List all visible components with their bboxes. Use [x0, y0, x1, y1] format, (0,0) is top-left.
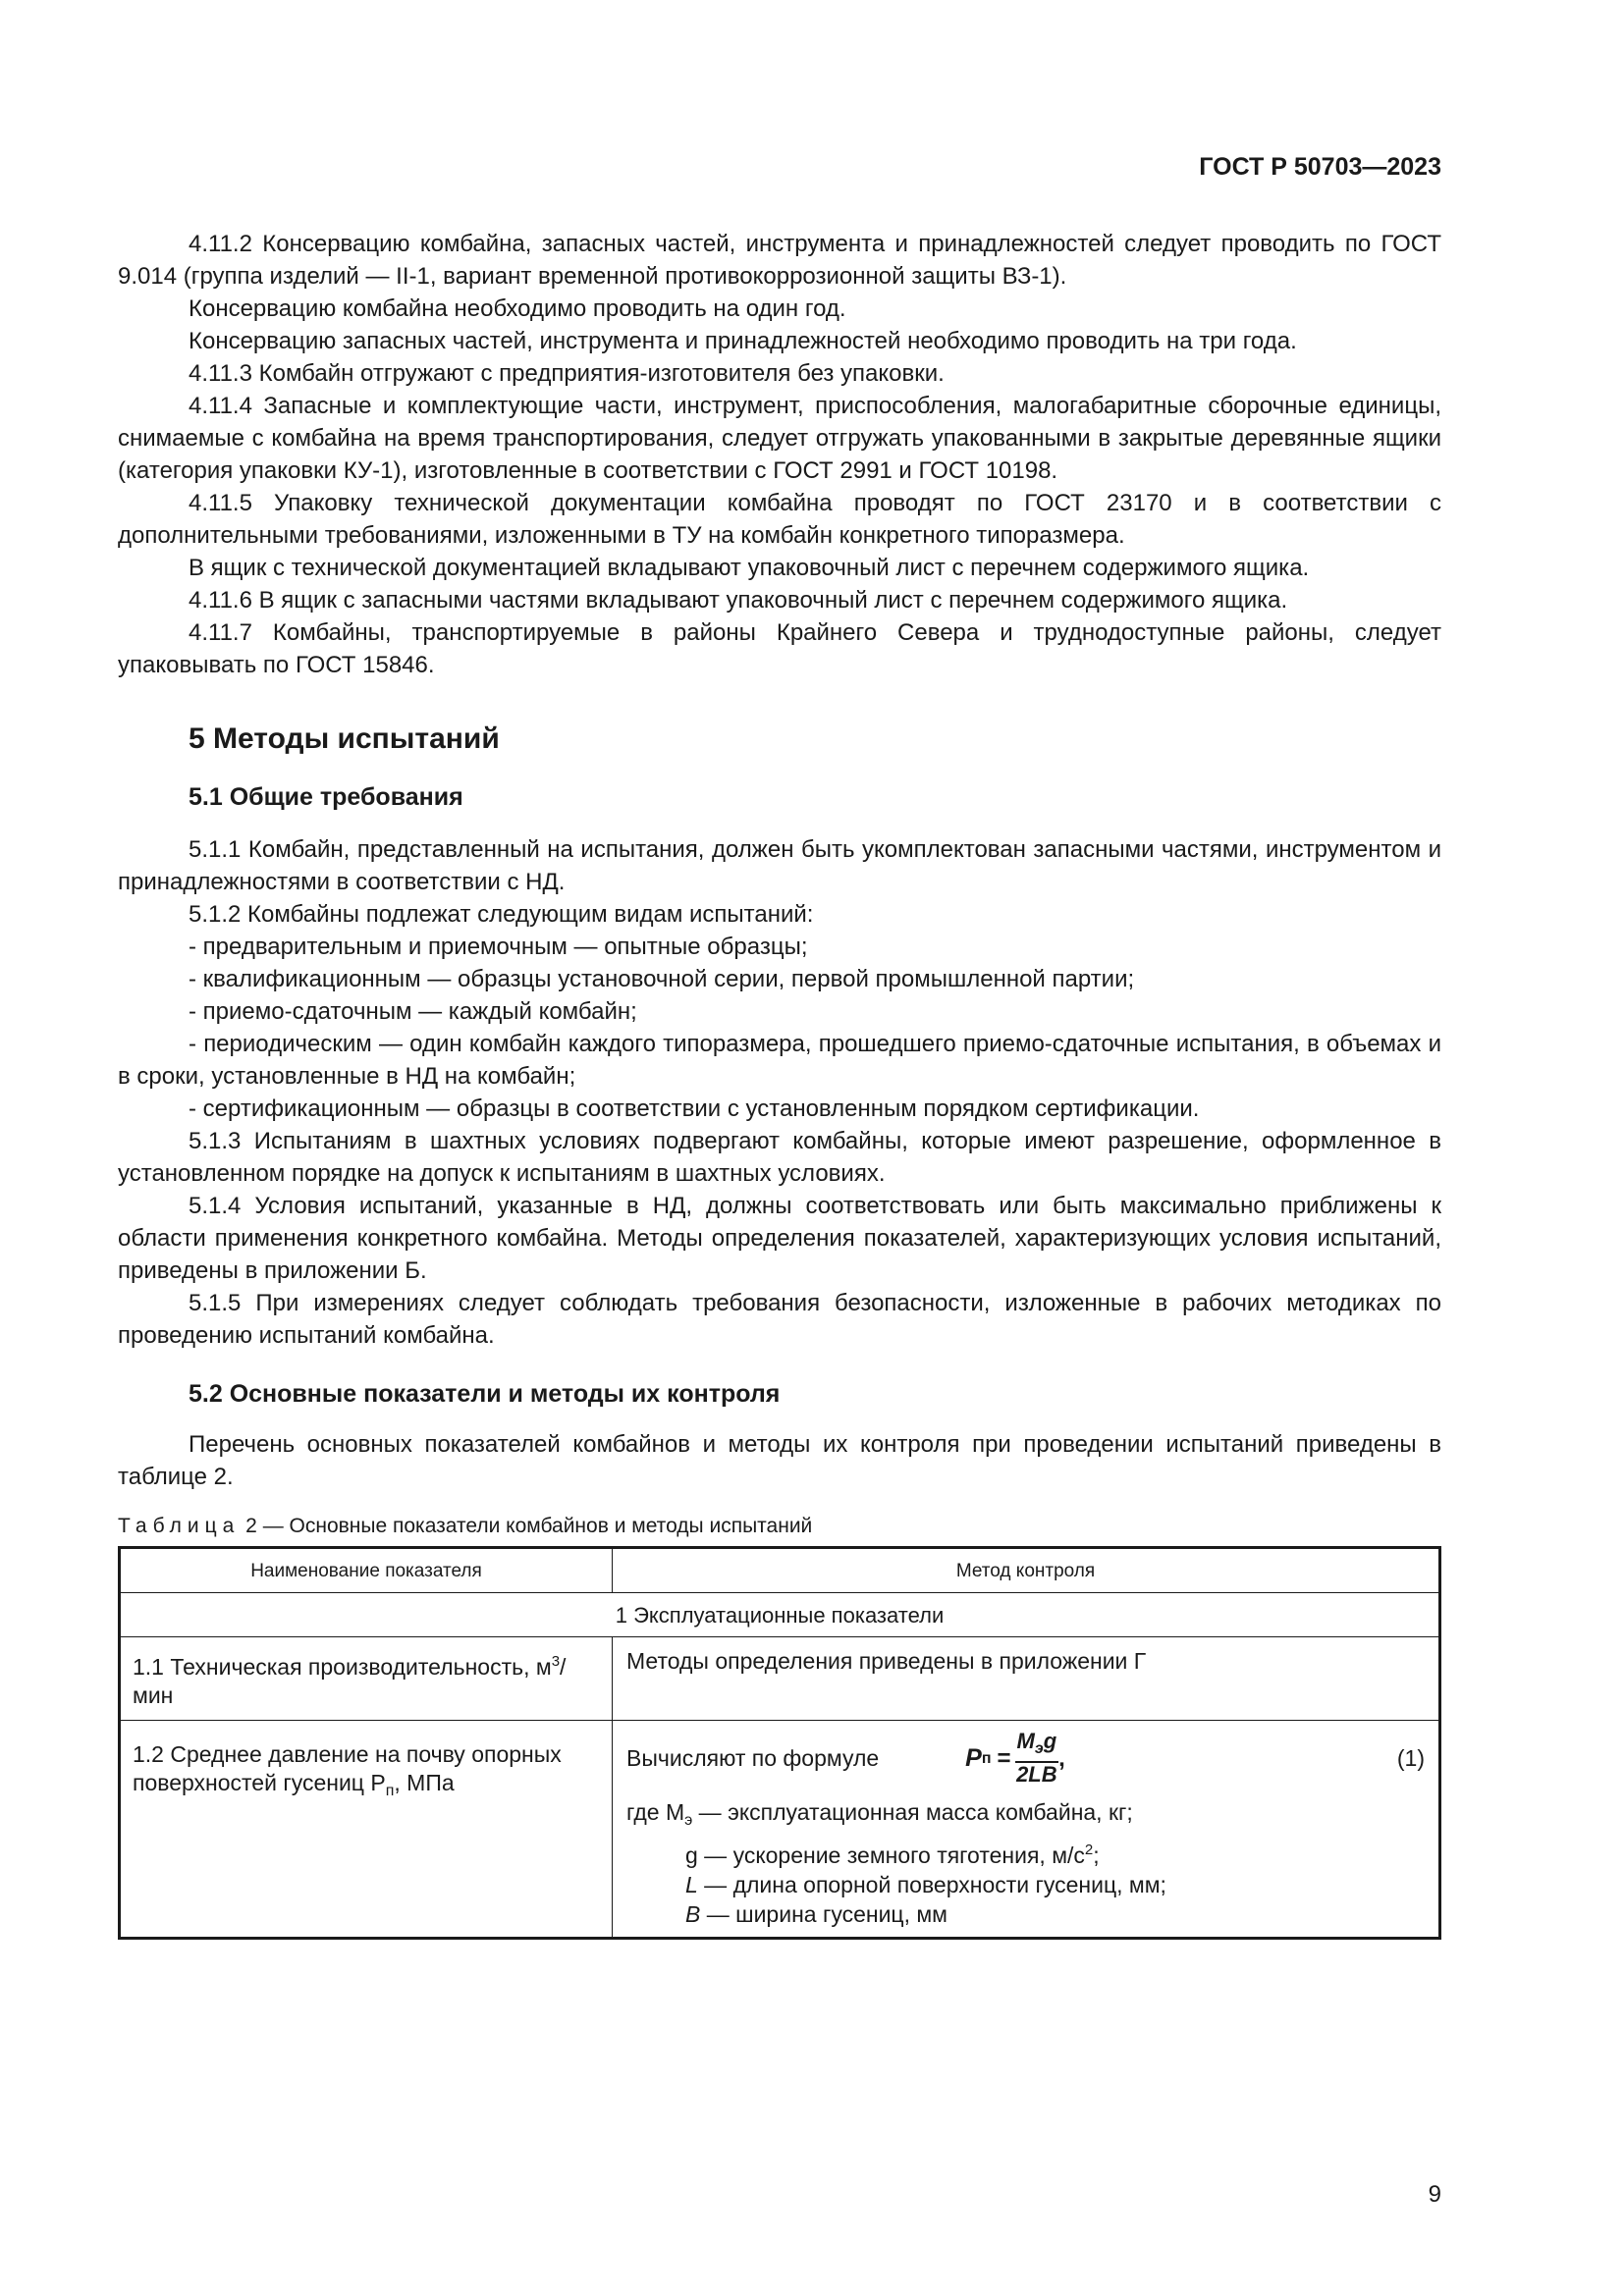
paragraph: 4.11.2 Консервацию комбайна, запасных частей, инструмента и принадлежностей следует проводить по ГОСТ 9.014 (группа изделий — II-1, вариант временной противокоррозионной защиты ВЗ-1).	[118, 231, 1441, 290]
paragraph: 5.1.2 Комбайны подлежат следующим видам испытаний:	[189, 901, 814, 928]
table-row	[120, 1637, 1440, 1721]
equals-sign: =	[997, 1744, 1011, 1772]
section-heading: 5 Методы испытаний	[189, 722, 500, 755]
column-header: Метод контроля	[613, 1548, 1440, 1593]
paragraph: Перечень основных показателей комбайнов и методы их контроля при проведении испытаний приведены в таблице 2.	[118, 1431, 1441, 1490]
subsection-heading: 5.2 Основные показатели и методы их контроля	[189, 1380, 781, 1408]
list-item: - приемо-сдаточным — каждый комбайн;	[189, 998, 637, 1025]
table-header-row	[120, 1548, 1440, 1593]
paragraph: 5.1.3 Испытаниям в шахтных условиях подвергают комбайны, которые имеют разрешение, оформленное в установленном порядке на допуск к испытаниям в шахтных условиях.	[118, 1128, 1441, 1187]
table-caption-text: 2 — Основные показатели комбайнов и методы испытаний	[240, 1515, 813, 1537]
column-header: Наименование показателя	[120, 1548, 613, 1593]
formula-number: (1)	[1396, 1744, 1425, 1771]
paragraph: 5.1.1 Комбайн, представленный на испытания, должен быть укомплектован запасными частями, инструментом и принадлежностями в соответствии с НД.	[118, 836, 1441, 895]
paragraph: 4.11.6 В ящик с запасными частями вкладывают упаковочный лист с перечнем содержимого ящика.	[189, 587, 1288, 614]
document-code: ГОСТ Р 50703—2023	[1199, 153, 1441, 181]
table-caption	[118, 1513, 1441, 1540]
control-method: Методы определения приведены в приложении Г	[613, 1637, 1440, 1721]
formula: P п = $\frac{M_эg}{2LB}$ ,	[965, 1729, 1065, 1787]
table-section-title: 1 Эксплуатационные показатели	[120, 1593, 1440, 1637]
paragraph: 4.11.3 Комбайн отгружают с предприятия-изготовителя без упаковки.	[189, 360, 945, 387]
paragraph: 5.1.4 Условия испытаний, указанные в НД, должны соответствовать или быть максимально приближены к области применения конкретного комбайна. Методы определения показателей, характеризующих условия испытаний, приведены в приложении Б.	[118, 1193, 1441, 1284]
paragraph: 4.11.5 Упаковку технической документации комбайна проводят по ГОСТ 23170 и в соответствии с дополнительными требованиями, изложенными в ТУ на комбайн конкретного типоразмера.	[118, 490, 1441, 549]
list-item: - периодическим — один комбайн каждого типоразмера, прошедшего приемо-сдаточные испытания, в объемах и в сроки, установленные в НД на комбайн;	[118, 1031, 1441, 1090]
paragraph: 4.11.4 Запасные и комплектующие части, инструмент, приспособления, малогабаритные сборочные единицы, снимаемые с комбайна на время транспортирования, следует отгружать упакованными в закрытые деревянные ящики (категория упаковки КУ-1), изготовленные в соответствии с ГОСТ 2991 и ГОСТ 10198.	[118, 393, 1441, 484]
formula-line	[626, 1729, 1425, 1788]
indicator-name: 1.2 Среднее давление на почву опорных поверхностей гусениц $P_п$, МПа	[120, 1721, 613, 1939]
formula-intro: Вычисляют по формуле	[626, 1744, 880, 1771]
indicator-name: 1.1 Техническая производительность, $м^3$/мин	[120, 1637, 613, 1721]
paragraph: Консервацию комбайна необходимо проводить на один год.	[189, 295, 846, 322]
page-number: 9	[1428, 2181, 1441, 2208]
table-section-row	[120, 1593, 1440, 1637]
list-item: - сертификационным — образцы в соответствии с установленным порядком сертификации.	[189, 1095, 1200, 1122]
formula-legend: где $M_э$ — эксплуатационная масса комбайна, кг; g — ускорение земного тяготения, $м/с^2$; L — длина опорной поверхности гусениц, мм; B — ширина гусениц, мм	[626, 1799, 1166, 1927]
formula-fraction: $\frac{M_эg}{2LB}$	[1016, 1729, 1057, 1787]
paragraph: 5.1.5 При измерениях следует соблюдать требования безопасности, изложенные в рабочих методиках по проведению испытаний комбайна.	[118, 1290, 1441, 1349]
list-item: - предварительным и приемочным — опытные образцы;	[189, 934, 808, 960]
indicators-table	[118, 1546, 1441, 1940]
paragraph: 4.11.7 Комбайны, транспортируемые в районы Крайнего Севера и труднодоступные районы, следует упаковывать по ГОСТ 15846.	[118, 619, 1441, 678]
subsection-heading: 5.1 Общие требования	[189, 783, 463, 811]
page-content	[118, 228, 1441, 1940]
table-caption-label: Таблица	[118, 1515, 241, 1537]
list-item: - квалификационным — образцы установочной серии, первой промышленной партии;	[189, 966, 1135, 992]
paragraph: В ящик с технической документацией вкладывают упаковочный лист с перечнем содержимого ящика.	[189, 555, 1310, 581]
paragraph: Консервацию запасных частей, инструмента и принадлежностей необходимо проводить на три года.	[189, 328, 1297, 354]
control-method	[613, 1721, 1440, 1939]
table-row	[120, 1721, 1440, 1939]
